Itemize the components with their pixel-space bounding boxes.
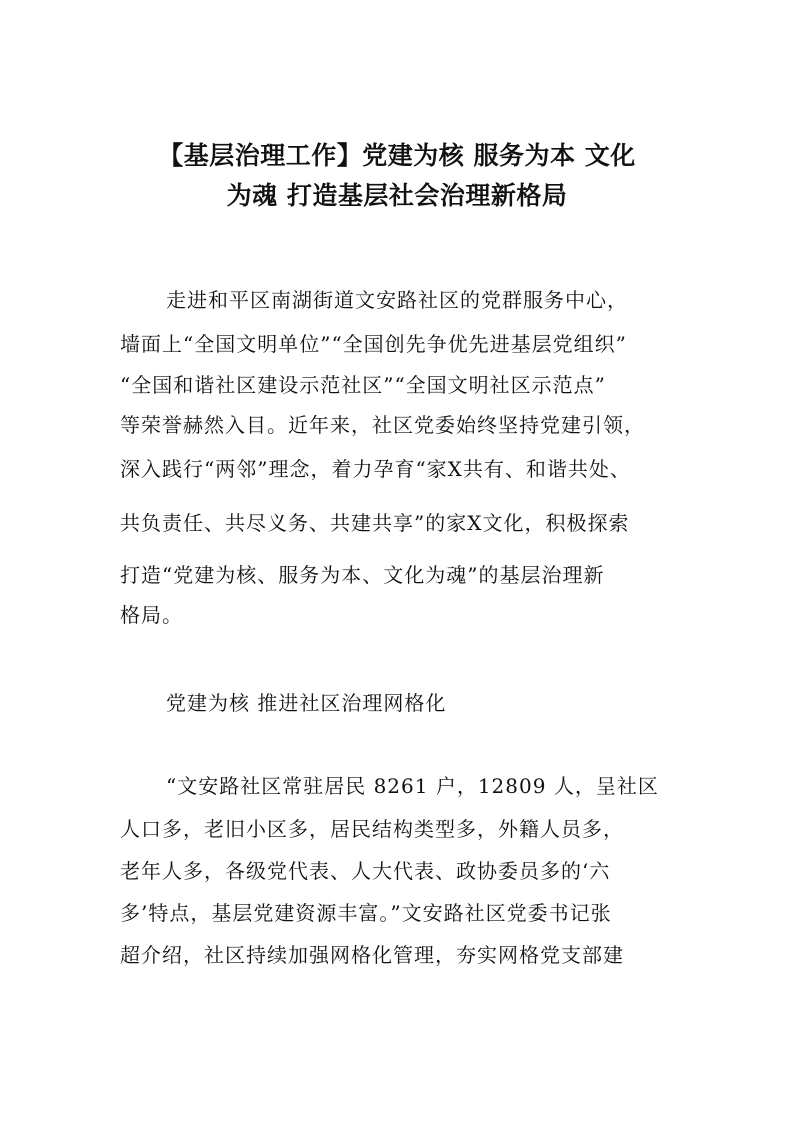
paragraph-1-line-1: 走进和平区南湖街道文安路社区的党群服务中心， bbox=[166, 288, 628, 312]
paragraph-1-line-2: 墙面上“全国文明单位”“全国创先争优先进基层党组织” bbox=[120, 332, 627, 356]
section-heading: 党建为核 推进社区治理网格化 bbox=[166, 691, 447, 715]
paragraph-2-line-2: 人口多，老旧小区多，居民结构类型多，外籍人员多， bbox=[120, 817, 624, 841]
paragraph-2-line-1: “文安路社区常驻居民 8261 户，12809 人，呈社区 bbox=[166, 774, 659, 798]
paragraph-1-line-6: 共负责任、共尽义务、共建共享”的家X文化，积极探索 bbox=[120, 511, 630, 535]
title-line-2: 为魂 打造基层社会治理新格局 bbox=[226, 181, 568, 210]
title-line-1: 【基层治理工作】党建为核 服务为本 文化 bbox=[158, 141, 636, 170]
paragraph-2-line-4: 多’特点，基层党建资源丰富。”文安路社区党委书记张 bbox=[120, 901, 612, 925]
paragraph-1-line-7: 打造“党建为核、服务为本、文化为魂”的基层治理新 bbox=[120, 563, 605, 587]
paragraph-1-line-5: 深入践行“两邻”理念，着力孕育“家X共有、和谐共处、 bbox=[120, 457, 631, 481]
paragraph-2-line-5: 超介绍，社区持续加强网格化管理，夯实网格党支部建 bbox=[120, 943, 624, 967]
paragraph-1-line-3: “全国和谐社区建设示范社区”“全国文明社区示范点” bbox=[120, 373, 606, 397]
paragraph-1-line-8: 格局。 bbox=[120, 603, 183, 627]
paragraph-2-line-3: 老年人多，各级党代表、人大代表、政协委员多的‘六 bbox=[120, 859, 611, 883]
document-title bbox=[0, 136, 794, 216]
paragraph-1-line-4: 等荣誉赫然入目。近年来，社区党委始终坚持党建引领， bbox=[120, 413, 645, 437]
